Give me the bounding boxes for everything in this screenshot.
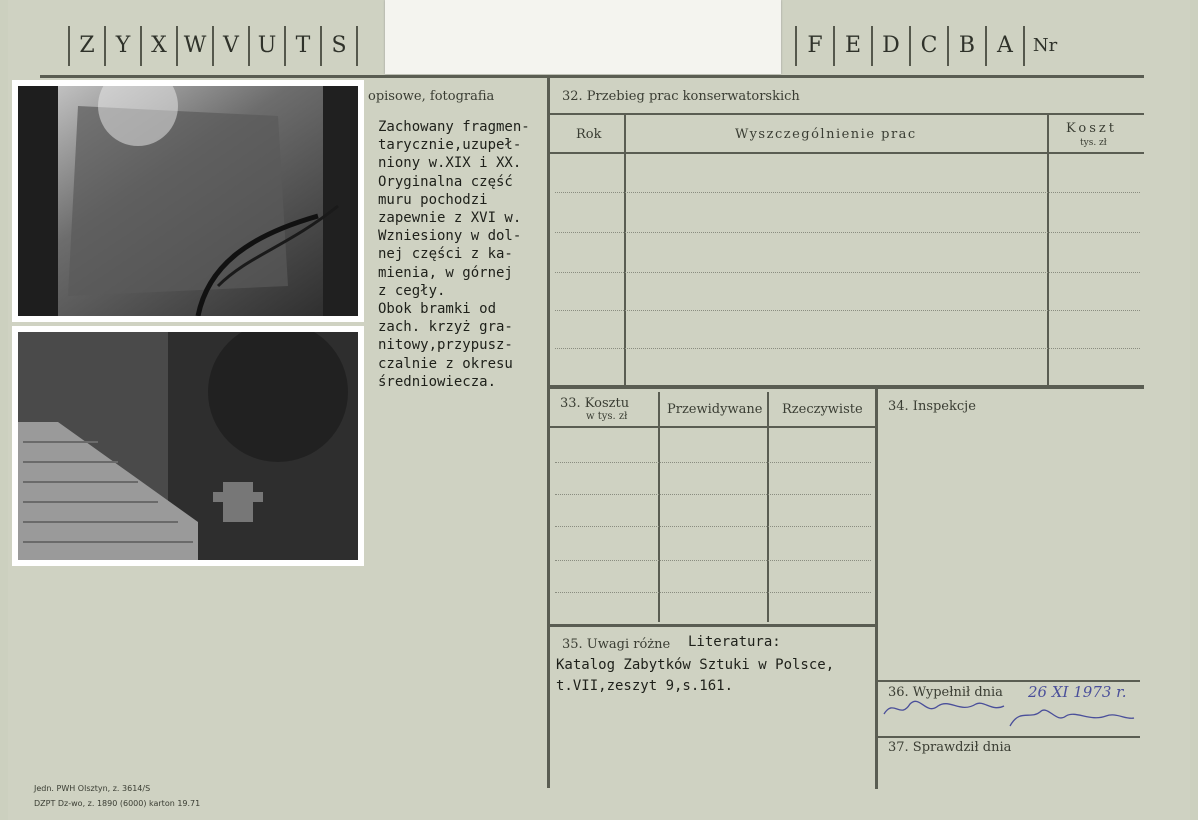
letter-cell: Nr xyxy=(1023,26,1065,66)
section36-date: 26 XI 1973 r. xyxy=(1028,683,1127,701)
paper-tag xyxy=(385,0,781,74)
description-line: Oryginalna część xyxy=(378,173,513,190)
stairs-image xyxy=(18,332,358,560)
letter-cell: E xyxy=(833,26,871,66)
letter-cell: X xyxy=(140,26,176,66)
letter-cell: D xyxy=(871,26,909,66)
letter-cell: Z xyxy=(68,26,104,66)
description-line: średniowiecza. xyxy=(378,373,497,390)
description-line: z cegły. xyxy=(378,282,446,299)
section36-title: 36. Wypełnił dnia xyxy=(888,685,1003,700)
letter-cell: U xyxy=(248,26,284,66)
s32-col-divider-2 xyxy=(1047,115,1049,385)
s33-rule-bottom xyxy=(550,624,875,627)
section32-title: 32. Przebieg prac konserwatorskich xyxy=(562,89,800,104)
s32-rule-bottom xyxy=(550,385,1144,389)
s33-rule-header xyxy=(550,426,875,428)
description-line: tarycznie,uzupeł- xyxy=(378,137,522,154)
letter-cell: T xyxy=(284,26,320,66)
description-line: nitowy,przypusz- xyxy=(378,337,513,354)
section37-title: 37. Sprawdził dnia xyxy=(888,740,1012,755)
letters-right-row xyxy=(795,26,1065,66)
section35-title: 35. Uwagi różne xyxy=(562,637,671,652)
s33-right-divider xyxy=(875,389,878,789)
s32-dotted-row xyxy=(555,232,1140,233)
s33-dotted-row xyxy=(555,592,871,593)
s33-dotted-row xyxy=(555,462,871,463)
description-text xyxy=(378,118,554,391)
s33-dotted-row xyxy=(555,560,871,561)
description-line: Wzniesiony w dol- xyxy=(378,228,522,245)
s32-col-koszt: Koszt xyxy=(1066,121,1117,136)
section33-unit: w tys. zł xyxy=(586,411,628,422)
vertical-divider xyxy=(547,78,550,788)
opis-label: opisowe, fotografia xyxy=(368,89,495,104)
photo-wall xyxy=(12,80,364,322)
description-line: muru pochodzi xyxy=(378,191,488,208)
s33-col-przew: Przewidywane xyxy=(667,402,763,417)
s32-col-rok: Rok xyxy=(576,127,602,142)
s32-dotted-row xyxy=(555,348,1140,349)
description-line: zapewnie z XVI w. xyxy=(378,210,522,227)
s33-dotted-row xyxy=(555,494,871,495)
description-line: mienia, w górnej xyxy=(378,264,513,281)
s32-dotted-row xyxy=(555,310,1140,311)
literatura-line-1: Katalog Zabytków Sztuki w Polsce, xyxy=(556,657,835,673)
s32-rule-header xyxy=(550,152,1144,154)
description-line: Zachowany fragmen- xyxy=(378,119,530,135)
photo-stairs xyxy=(12,326,364,566)
letter-cell: Y xyxy=(104,26,140,66)
description-line: czalnie z okresu xyxy=(378,355,513,372)
s33-dotted-row xyxy=(555,526,871,527)
description-line: zach. krzyż gra- xyxy=(378,319,513,336)
letter-cell: V xyxy=(212,26,248,66)
letter-cell: W xyxy=(176,26,212,66)
letter-cell: F xyxy=(795,26,833,66)
letter-cell: S xyxy=(320,26,358,66)
description-line: nej części z ka- xyxy=(378,246,513,263)
s32-col-koszt-unit: tys. zł xyxy=(1080,138,1107,148)
description-line: niony w.XIX i XX. xyxy=(378,155,522,172)
s36-rule-bottom xyxy=(878,736,1140,738)
s32-dotted-row xyxy=(555,272,1140,273)
footer-line-2: DZPT Dz-wo, z. 1890 (6000) karton 19.71 xyxy=(34,799,201,808)
s32-dotted-row xyxy=(555,192,1140,193)
wall-image xyxy=(18,86,358,316)
letter-cell: A xyxy=(985,26,1023,66)
footer-line-1: Jedn. PWH Olsztyn, z. 3614/S xyxy=(34,784,151,793)
s33-col-rzecz: Rzeczywiste xyxy=(782,402,863,417)
description-line: Obok bramki od xyxy=(378,301,497,318)
letters-left-row xyxy=(68,26,358,66)
section33-title: 33. Kosztu xyxy=(560,396,630,411)
letter-cell: B xyxy=(947,26,985,66)
s32-rule-top xyxy=(550,113,1144,115)
letter-cell: C xyxy=(909,26,947,66)
section34-title: 34. Inspekcje xyxy=(888,399,976,414)
s32-col-prace: Wyszczególnienie prac xyxy=(735,127,917,142)
s36-rule-top xyxy=(878,680,1140,682)
literatura-line-2: t.VII,zeszyt 9,s.161. xyxy=(556,678,734,694)
s32-col-divider-1 xyxy=(624,115,626,385)
signatures xyxy=(880,690,1140,734)
top-rule xyxy=(40,75,1144,78)
literatura-label: Literatura: xyxy=(688,634,781,650)
